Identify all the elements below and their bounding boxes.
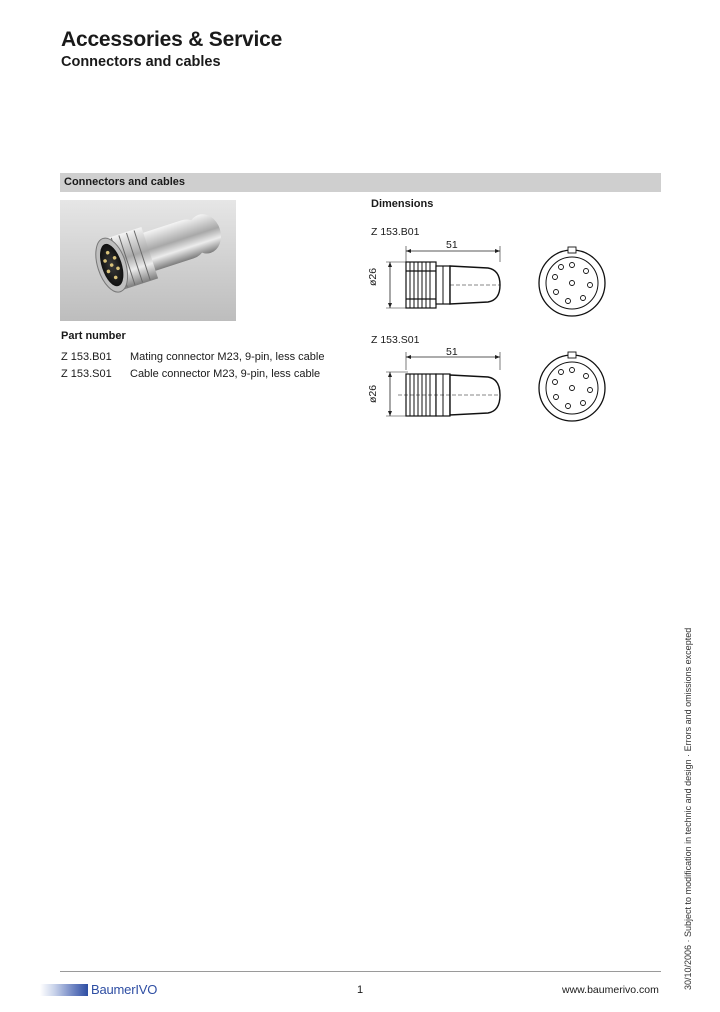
part-number-heading: Part number: [61, 330, 126, 342]
part-description: Cable connector M23, 9-pin, less cable: [130, 368, 321, 380]
drawing-code: Z 153.S01: [371, 334, 420, 346]
page-subtitle: Connectors and cables: [61, 54, 221, 70]
connector-photo-graphic: [60, 200, 236, 321]
section-title: Connectors and cables: [64, 176, 186, 188]
part-code: Z 153.S01: [61, 368, 112, 380]
logo-brand-sub: IVO: [135, 982, 158, 997]
diameter-label: ø26: [367, 267, 379, 286]
dimension-drawing-graphic: [360, 344, 640, 424]
baumer-logo: [40, 982, 180, 998]
dimension-drawing-graphic: [360, 238, 640, 318]
diameter-label: ø26: [367, 384, 379, 403]
logo-text: [91, 982, 157, 997]
legal-note: 30/10/2006 · Subject to modification in technic and design · Errors and omissions excepted: [683, 627, 693, 990]
dimension-drawing: [360, 344, 640, 424]
website-link[interactable]: www.baumerivo.com: [562, 984, 659, 996]
footer-divider: [60, 971, 661, 972]
page-number: 1: [357, 984, 364, 996]
part-description: Mating connector M23, 9-pin, less cable: [130, 351, 325, 363]
connector-photo: [60, 200, 236, 321]
logo-gradient-bar: [40, 984, 88, 996]
logo-brand: Baumer: [91, 982, 136, 997]
page-title: Accessories & Service: [61, 28, 283, 51]
drawing-code: Z 153.B01: [371, 226, 420, 238]
length-label: 51: [446, 346, 458, 358]
part-code: Z 153.B01: [61, 351, 112, 363]
length-label: 51: [446, 239, 458, 251]
part-number-row: [61, 368, 351, 382]
dimensions-heading: Dimensions: [371, 198, 434, 210]
dimension-drawing: [360, 238, 640, 318]
part-number-row: [61, 351, 351, 365]
section-header: [60, 173, 661, 192]
